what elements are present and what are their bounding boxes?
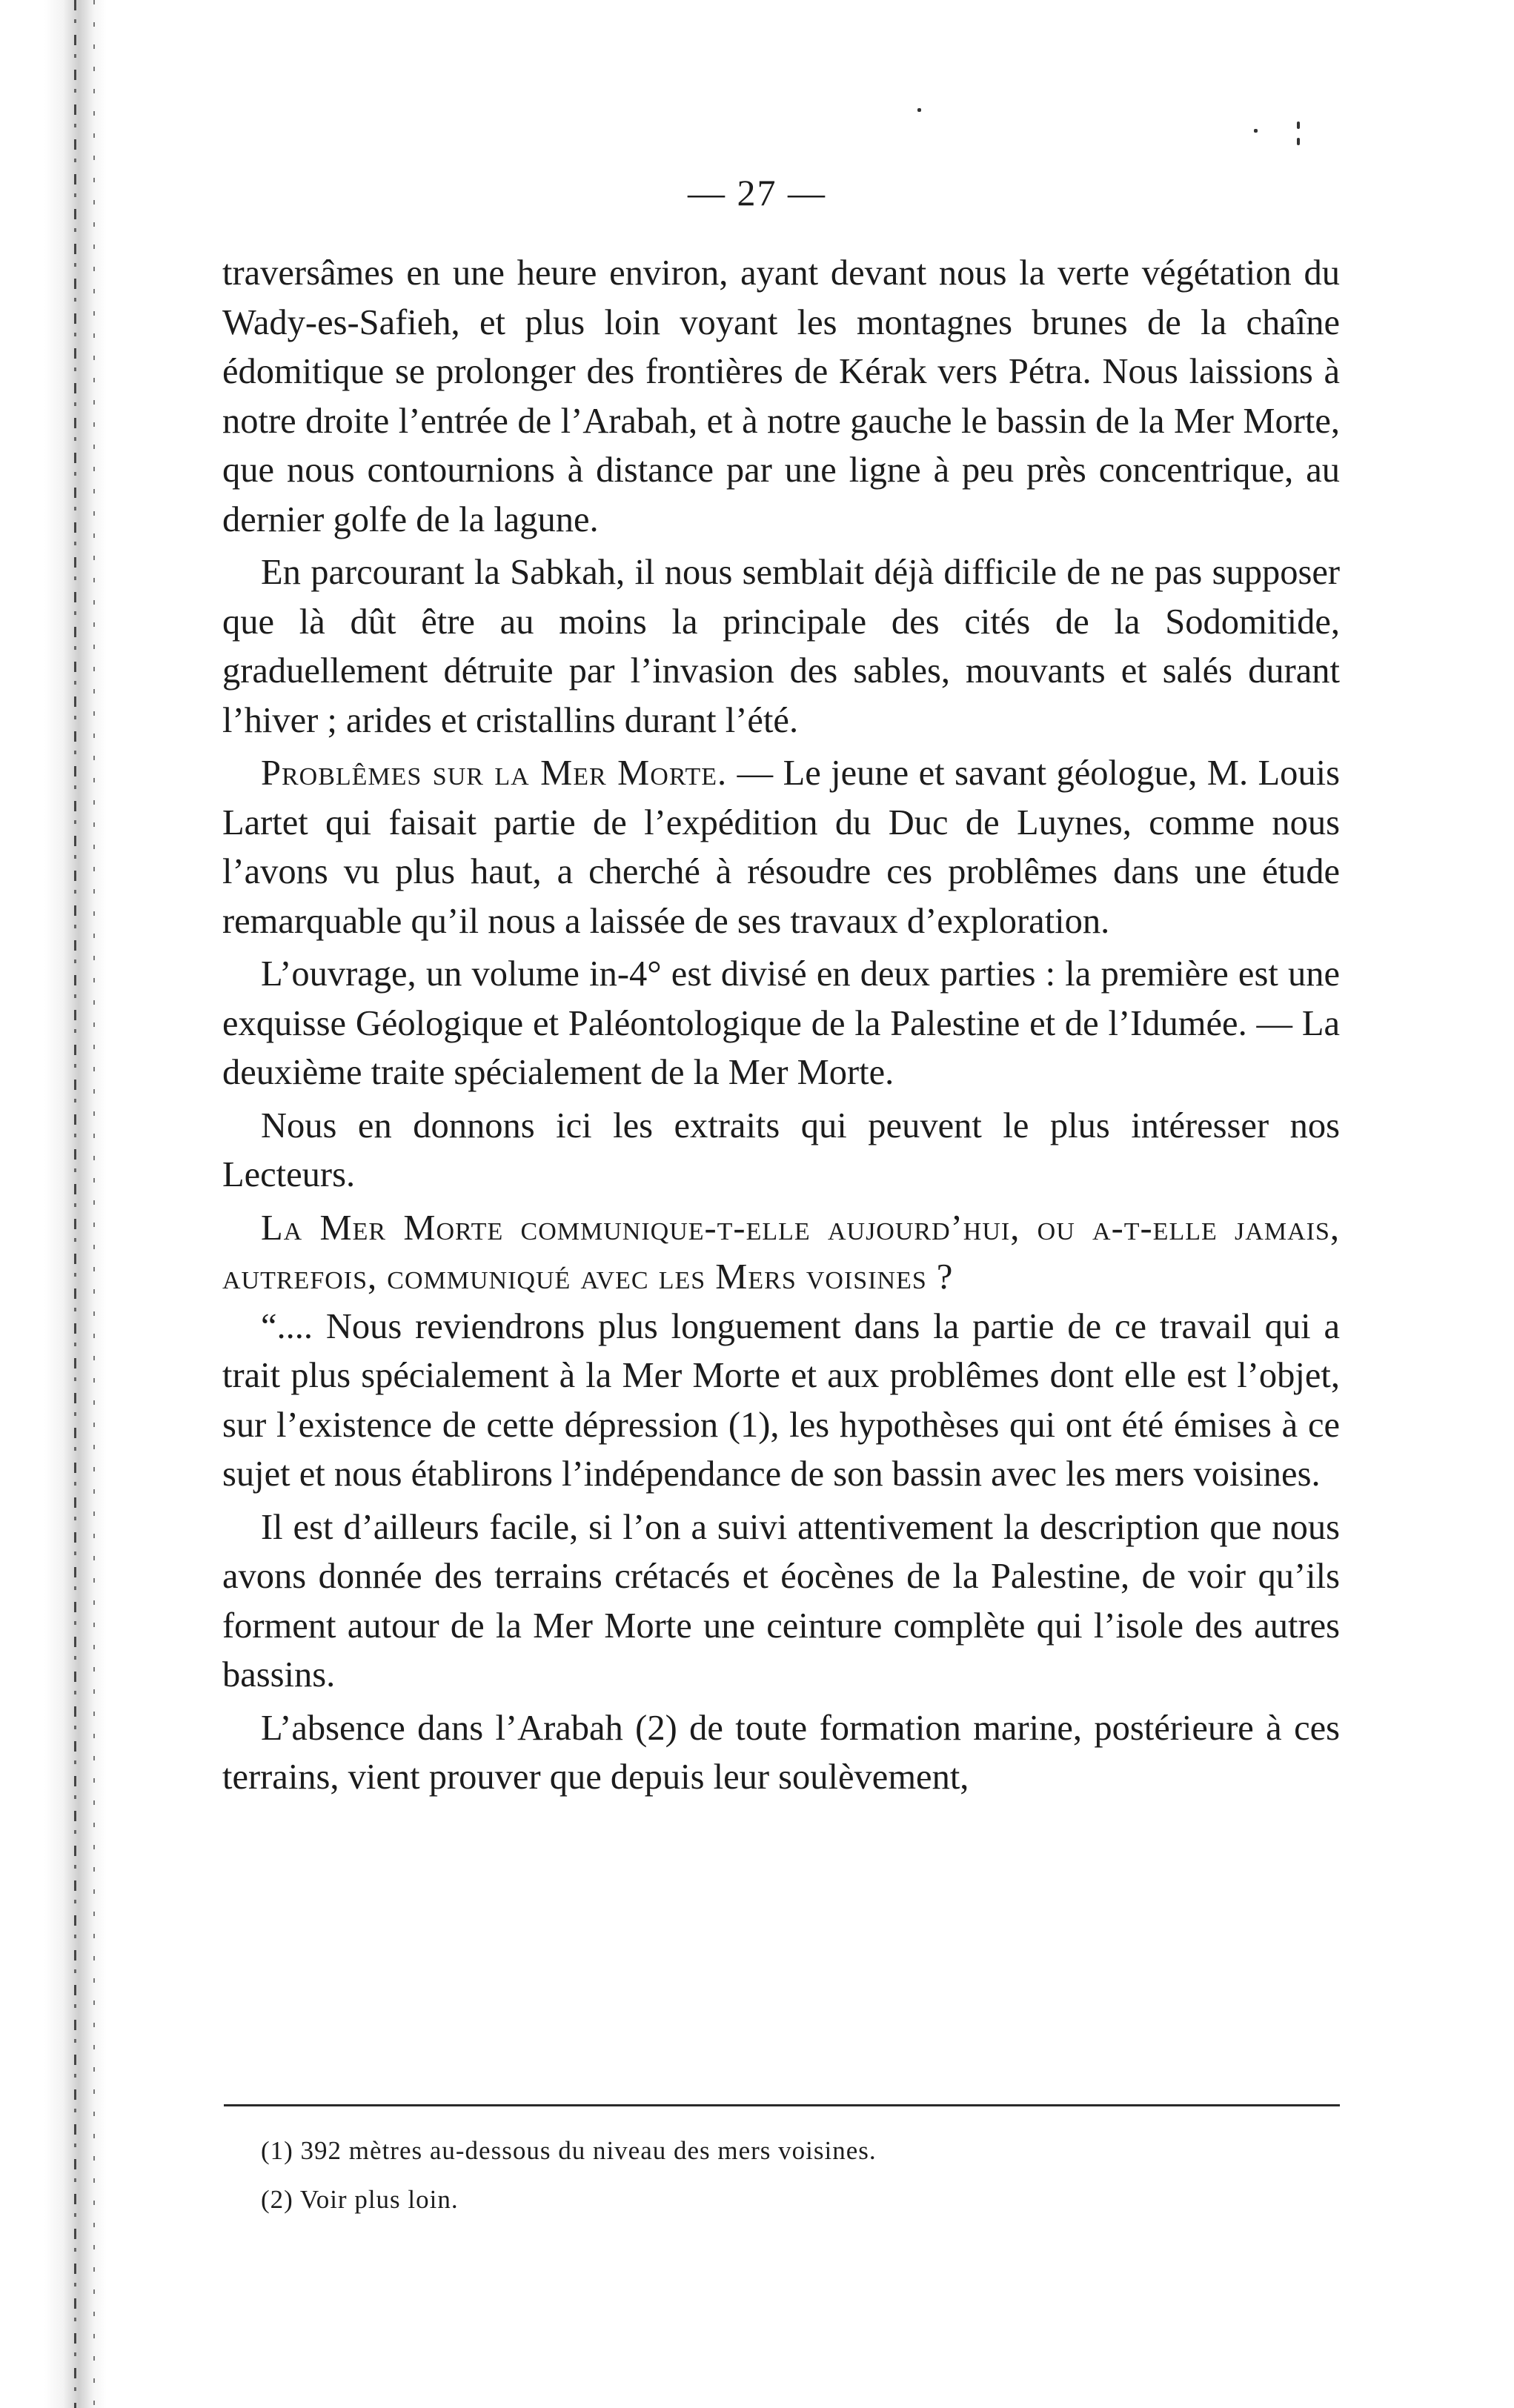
- paragraph: [222, 749, 1340, 946]
- body-text: [222, 249, 1340, 1803]
- section-heading: La Mer Morte communique-t-elle aujourd’hui, ou a-t-elle jamais, autrefois, communiqué avec les Mers voisines ?: [222, 1208, 1340, 1297]
- paragraph-text: Il est d’ailleurs facile, si l’on a suivi attentivement la description que nous avons donnée des terrains crétacés et éocènes de la Palestine, de voir qu’ils forment autour de la Mer Morte une ceinture complète qui l’isole des autres bassins.: [222, 1507, 1340, 1694]
- footnote: (2) Voir plus loin.: [261, 2185, 459, 2214]
- paragraph: [222, 1503, 1340, 1700]
- book-binding-edge: [44, 0, 107, 2408]
- footnotes: [261, 2134, 1298, 2232]
- footnote: (1) 392 mètres au-dessous du niveau des mers voisines.: [261, 2136, 877, 2165]
- page-number: — 27 —: [688, 172, 826, 213]
- scan-speck: [917, 108, 921, 112]
- paragraph-text: “.... Nous reviendrons plus longuement dans la partie de ce travail qui a trait plus spécialement à la Mer Morte et aux problêmes dont elle est l’objet, sur l’existence de cette dépression (1), les hypothèses qui ont été émises à ce sujet et nous établirons l’indépendance de son bassin avec les mers voisines.: [222, 1306, 1340, 1494]
- paragraph: [222, 1704, 1340, 1803]
- section-heading: Problêmes sur la Mer Morte.: [261, 754, 728, 793]
- paragraph-text: traversâmes en une heure environ, ayant devant nous la verte végétation du Wady-es-Safieh, et plus loin voyant les montagnes brunes de la chaîne édomitique se prolonger des frontières de Kérak vers Pétra. Nous laissions à notre droite l’entrée de l’Arabah, et à notre gauche le bassin de la Mer Morte, que nous contournions à distance par une ligne à peu près concentrique, au dernier golfe de la lagune.: [222, 253, 1340, 539]
- paragraph-text: En parcourant la Sabkah, il nous semblait déjà difficile de ne pas supposer que là dût être au moins la principale des cités de la Sodomitide, graduellement détruite par l’invasion des sables, mouvants et salés durant l’hiver ; arides et cristallins durant l’été.: [222, 553, 1340, 740]
- paragraph: [222, 1102, 1340, 1200]
- paragraph: [222, 1204, 1340, 1303]
- paragraph-text: Nous en donnons ici les extraits qui peuvent le plus intéresser nos Lecteurs.: [222, 1105, 1340, 1194]
- paragraph: [222, 1303, 1340, 1500]
- scan-speck: [1254, 129, 1258, 133]
- paragraph-text: L’ouvrage, un volume in-4° est divisé en deux parties : la première est une exquisse Géologique et Paléontologique de la Palestine et de l’Idumée. — La deuxième traite spécialement de la Mer Morte.: [222, 954, 1340, 1092]
- footnote-separator: [224, 2104, 1340, 2106]
- paragraph: [222, 950, 1340, 1098]
- paragraph: [222, 249, 1340, 545]
- paragraph-text: L’absence dans l’Arabah (2) de toute formation marine, postérieure à ces terrains, vient prouver que depuis leur soulèvement,: [222, 1708, 1340, 1797]
- scan-speck: [1297, 122, 1300, 129]
- scan-speck: [1297, 138, 1300, 145]
- paragraph-text: — Le jeune et savant géologue, M. Louis Lartet qui faisait partie de l’expédition du Duc de Luynes, comme nous l’avons vu plus haut, a cherché à résoudre ces problêmes dans une étude remarquable qu’il nous a laissée de ses travaux d’exploration.: [222, 754, 1340, 941]
- paragraph: [222, 548, 1340, 745]
